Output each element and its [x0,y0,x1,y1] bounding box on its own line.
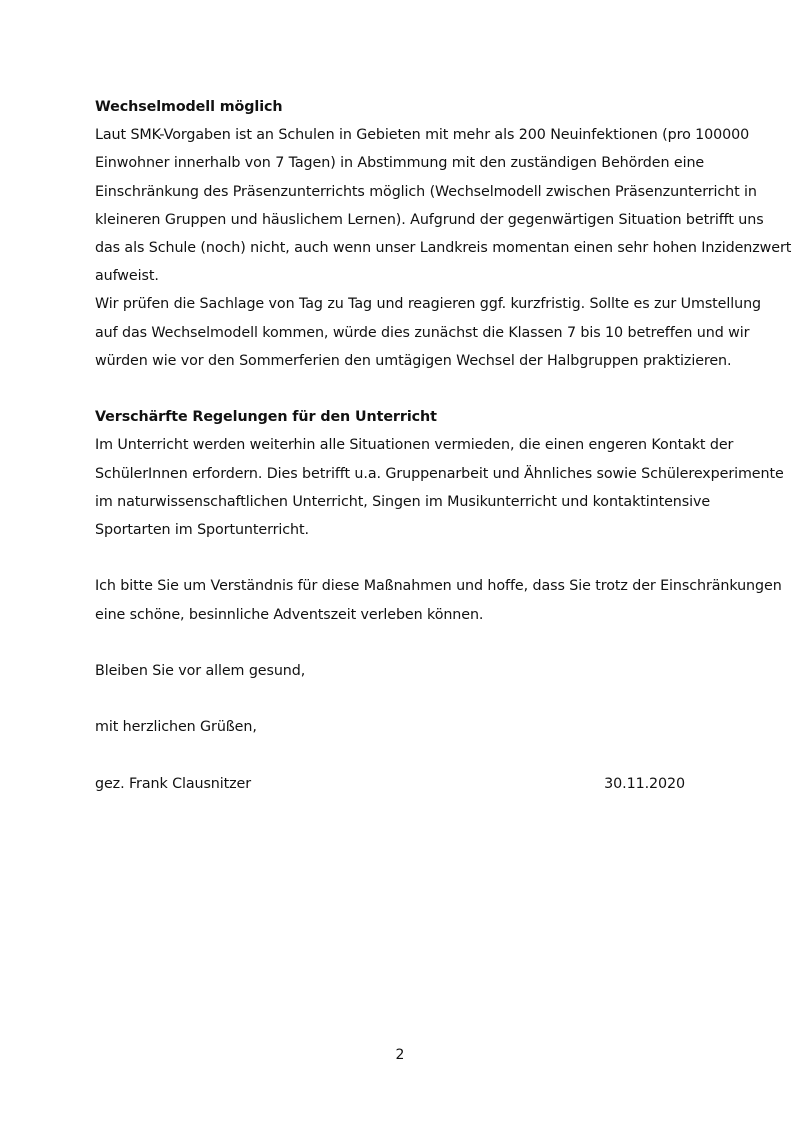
text-line: Einwohner innerhalb von 7 Tagen) in Abstimmung mit den zuständigen Behörden eine [95,155,705,172]
text-line: auf das Wechselmodell kommen, würde dies zunächst die Klassen 7 bis 10 betreffen und wir [95,324,750,341]
text-line: SchülerInnen erfordern. Dies betrifft u.a. Gruppenarbeit und Ähnliches sowie Schülerexperimente [95,465,784,482]
text-line: Ich bitte Sie um Verständnis für diese Maßnahmen und hoffe, dass Sie trotz der Einschränkungen [95,578,782,595]
text-line: Wir prüfen die Sachlage von Tag zu Tag und reagieren ggf. kurzfristig. Sollte es zur Umstellung [95,296,762,313]
text-line: Sportarten im Sportunterricht. [95,522,309,539]
paragraph-wechselmodell-rules [95,121,792,290]
paragraph-spacer [95,375,735,403]
signature-row [95,770,685,798]
text-line: aufweist. [95,268,159,285]
section-heading-wechselmodell: Wechselmodell möglich [95,99,283,115]
paragraph-wechselmodell-plan [95,290,762,375]
text-line: Einschränkung des Präsenzunterrichts möglich (Wechselmodell zwischen Präsenzunterricht in [95,183,757,200]
page-number: 2 [395,1047,405,1063]
text-line: kleineren Gruppen und häuslichem Lernen). Aufgrund der gegenwärtigen Situation betrifft uns [95,211,764,228]
text-line: Im Unterricht werden weiterhin alle Situationen vermieden, die einen engeren Kontakt der [95,437,734,454]
closing-wish: Bleiben Sie vor allem gesund, [95,663,306,680]
text-line: würden wie vor den Sommerferien den umtägigen Wechsel der Halbgruppen praktizieren. [95,352,732,369]
letter-date: 30.11.2020 [604,775,685,792]
paragraph-spacer [95,685,735,713]
text-line: im naturwissenschaftlichen Unterricht, Singen im Musikunterricht und kontaktintensive [95,493,711,510]
signature-name: gez. Frank Clausnitzer [95,775,252,792]
text-line: Laut SMK-Vorgaben ist an Schulen in Gebieten mit mehr als 200 Neuinfektionen (pro 100000 [95,127,750,144]
closing-greeting: mit herzlichen Grüßen, [95,719,257,736]
paragraph-regelungen [95,431,784,544]
text-line: eine schöne, besinnliche Adventszeit verleben können. [95,606,484,623]
paragraph-spacer [95,742,735,770]
paragraph-spacer [95,629,735,657]
text-line: das als Schule (noch) nicht, auch wenn unser Landkreis momentan einen sehr hohen Inzidenzwert [95,240,792,257]
letter-body [95,93,792,798]
section-heading-regelungen: Verschärfte Regelungen für den Unterricht [95,409,437,426]
paragraph-closing-request [95,572,782,628]
paragraph-spacer [95,544,735,572]
